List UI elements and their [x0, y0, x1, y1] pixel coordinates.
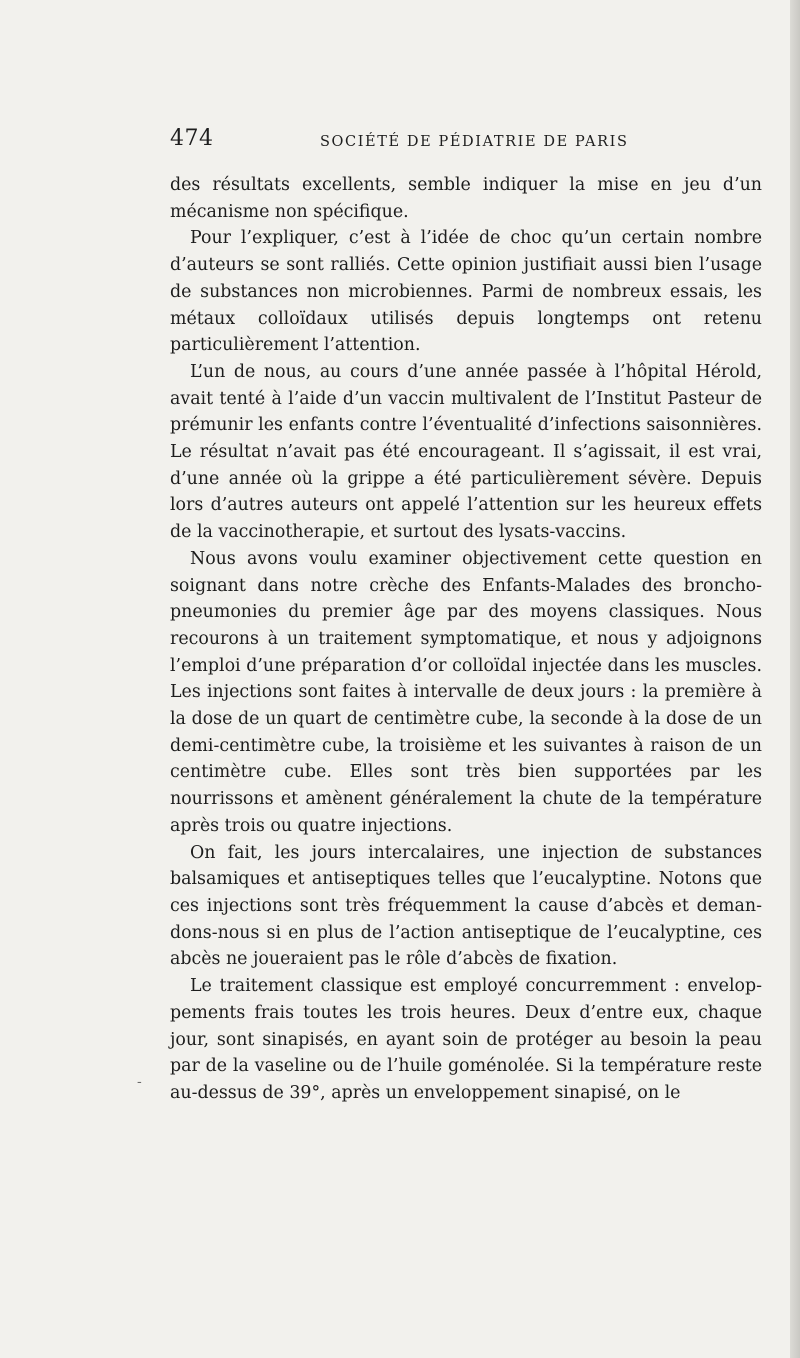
page-header [170, 126, 762, 160]
body-text [170, 172, 762, 1107]
paragraph: Pour l’expliquer, c’est à l’idée de choc qu’un certain nombre d’auteurs se sont ralliés. Cette opinion justifiait aussi bien l’usage de substances non microbiennes. Parmi de nombreux essais, les métaux colloïdaux utilisés depuis longtemps ont retenu particulièrement l’attention. [170, 228, 762, 356]
page-number: 474 [170, 126, 214, 151]
paragraph: L’un de nous, au cours d’une année passée à l’hôpital Hérold, avait tenté à l’aide d’un vaccin multivalent de l’Institut Pasteur de prémunir les enfants contre l’éventualité d’infections saisonnières. Le résultat n’avait pas été encourageant. Il s’agissait, il est vrai, d’une année où la grippe a été particulièrement sévère. Depuis lors d’autres auteurs ont appelé l’attention sur les heureux effets de la vaccinotherapie, et surtout des lysats-vaccins. [170, 361, 762, 543]
paragraph: des résultats excellents, semble indiquer la mise en jeu d’un mécanisme non spécifique. [170, 175, 762, 222]
paragraph: On fait, les jours intercalaires, une injection de substances balsamiques et antiseptiques telles que l’eucalyptine. Notons que ces injections sont très fréquemment la cause d’abcès et demandons-nous si en plus de l’action antiseptique de l’eucalyptine, ces abcès ne joueraient pas le rôle d’abcès de fixation. [170, 842, 762, 970]
running-title: SOCIÉTÉ DE PÉDIATRIE DE PARIS [320, 134, 629, 150]
margin-mark: - [137, 1074, 142, 1090]
paragraph: Nous avons voulu examiner objectivement cette question en soignant dans notre crèche des Enfants-Malades des bronchopneumonies du premier âge par des moyens classiques. Nous recourons à un traitement symptomatique, et nous y adjoignons l’emploi d’une préparation d’or colloïdal injectée dans les muscles. Les injections sont faites à intervalle de deux jours : la première à la dose de un quart de centimètre cube, la seconde à la dose de un demi-centimètre cube, la troisième et les suivantes à raison de un centimètre cube. Elles sont très bien supportées par les nourrissons et amènent généralement la chute de la température après trois ou quatre injections. [170, 548, 762, 836]
page-edge-shadow [790, 0, 800, 1358]
paragraph: Le traitement classique est employé concurremment : enveloppements frais toutes les trois heures. Deux d’entre eux, chaque jour, sont sinapisés, en ayant soin de protéger au besoin la peau par de la vaseline ou de l’huile goménolée. Si la température reste au-dessus de 39°, après un enveloppement sinapisé, on le [170, 976, 762, 1103]
